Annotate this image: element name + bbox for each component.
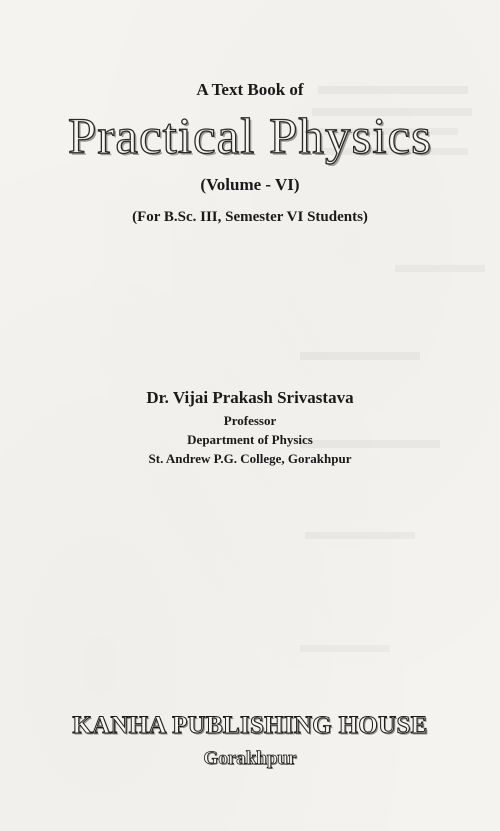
publisher-name: KANHA PUBLISHING HOUSE xyxy=(72,712,428,739)
show-through-mark xyxy=(300,645,390,652)
show-through-mark xyxy=(305,532,415,539)
publisher-city: Gorakhpur xyxy=(203,748,297,769)
book-kicker: A Text Book of xyxy=(196,80,304,99)
book-title: Practical Physics xyxy=(67,109,432,165)
author-position: Professor xyxy=(223,413,277,428)
author-name: Dr. Vijai Prakash Srivastava xyxy=(146,388,354,407)
book-volume: (Volume - VI) xyxy=(200,175,300,194)
show-through-mark xyxy=(300,352,420,360)
book-audience: (For B.Sc. III, Semester VI Students) xyxy=(132,209,368,225)
author-institution: St. Andrew P.G. College, Gorakhpur xyxy=(148,451,352,466)
show-through-mark xyxy=(395,265,485,272)
author-department: Department of Physics xyxy=(187,432,313,447)
